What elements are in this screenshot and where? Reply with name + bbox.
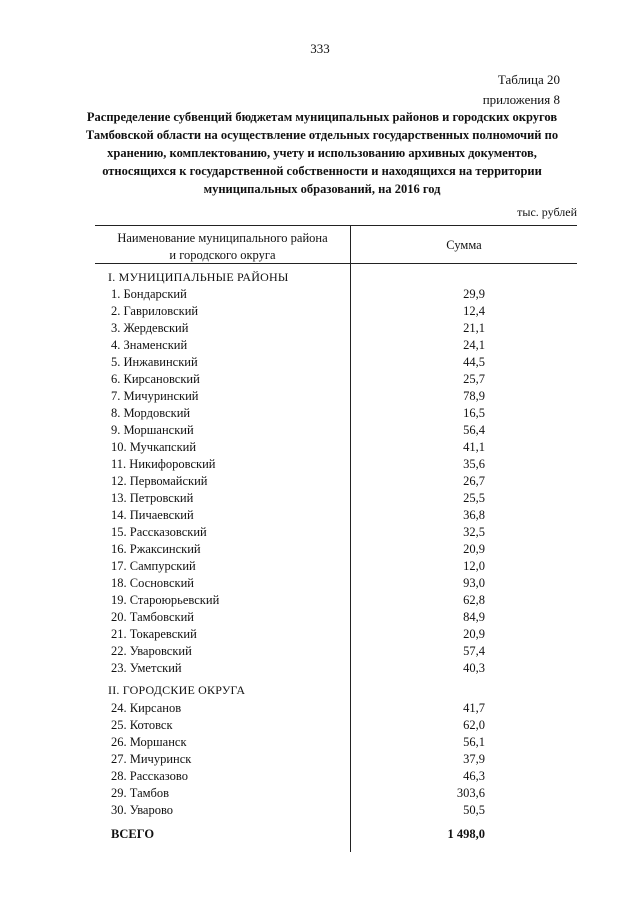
row-name: 24. Кирсанов (111, 701, 182, 715)
row-sum: 25,5 (463, 491, 485, 505)
table-row (95, 643, 575, 660)
table-row (95, 490, 575, 507)
row-name: 25. Котовск (111, 718, 173, 732)
row-sum: 26,7 (463, 474, 485, 488)
row-name: 27. Мичуринск (111, 752, 192, 766)
row-sum: 12,0 (463, 559, 485, 573)
row-name: 7. Мичуринский (111, 389, 199, 403)
row-sum: 40,3 (463, 661, 485, 675)
column-header-name (95, 230, 350, 264)
table-row (95, 558, 575, 575)
row-name: 12. Первомайский (111, 474, 208, 488)
table-row (95, 337, 575, 354)
row-sum: 36,8 (463, 508, 485, 522)
table-row (95, 439, 575, 456)
section-title-districts: I. МУНИЦИПАЛЬНЫЕ РАЙОНЫ (108, 270, 289, 284)
row-sum: 32,5 (463, 525, 485, 539)
row-name: 22. Уваровский (111, 644, 192, 658)
row-name: 9. Моршанский (111, 423, 194, 437)
table-row (95, 456, 575, 473)
row-sum: 46,3 (463, 769, 485, 783)
row-name: 6. Кирсановский (111, 372, 200, 386)
row-sum: 21,1 (463, 321, 485, 335)
table-row (95, 700, 575, 717)
row-name: 5. Инжавинский (111, 355, 198, 369)
table-number: Таблица 20 (497, 72, 560, 87)
row-sum: 41,7 (463, 701, 485, 715)
table-row (95, 717, 575, 734)
city-districts-table-body (95, 700, 575, 819)
table-row (95, 785, 575, 802)
row-sum: 25,7 (463, 372, 485, 386)
row-sum: 24,1 (463, 338, 485, 352)
row-sum: 44,5 (463, 355, 485, 369)
row-name: 26. Моршанск (111, 735, 187, 749)
table-row (95, 422, 575, 439)
table-reference (440, 70, 560, 110)
row-name: 18. Сосновский (111, 576, 194, 590)
table-row (95, 286, 575, 303)
row-name: 28. Рассказово (111, 769, 188, 783)
row-name: 29. Тамбов (111, 786, 170, 800)
table-row (95, 388, 575, 405)
row-name: 16. Ржаксинский (111, 542, 201, 556)
appendix-number: приложения 8 (482, 92, 560, 107)
table-row (95, 751, 575, 768)
table-row (95, 405, 575, 422)
column-header-sum: Сумма (446, 238, 482, 252)
total-sum: 1 498,0 (447, 827, 485, 841)
row-name: 8. Мордовский (111, 406, 191, 420)
row-name: 17. Сампурский (111, 559, 196, 573)
table-row (95, 660, 575, 677)
row-name: 11. Никифоровский (111, 457, 216, 471)
row-sum: 50,5 (463, 803, 485, 817)
row-sum: 56,1 (463, 735, 485, 749)
row-sum: 84,9 (463, 610, 485, 624)
document-title: Распределение субвенций бюджетам муниципальных районов и городских округов Тамбовской области на осуществление отдельных государственных полномочий по хранению, комплектованию, учету и использованию архивных документов, относящихся к государственной собственности и находящихся на территории муниципальных образований, на 2016 год (85, 110, 559, 196)
row-sum: 20,9 (463, 542, 485, 556)
row-sum: 93,0 (463, 576, 485, 590)
page-number: 333 (310, 41, 330, 56)
row-name: 30. Уварово (111, 803, 174, 817)
row-sum: 57,4 (463, 644, 485, 658)
table-row (95, 802, 575, 819)
table-row (95, 541, 575, 558)
row-sum: 16,5 (463, 406, 485, 420)
column-header-name-line1: Наименование муниципального района (117, 231, 328, 245)
table-row (95, 303, 575, 320)
table-row (95, 609, 575, 626)
row-name: 4. Знаменский (111, 338, 188, 352)
row-sum: 303,6 (456, 786, 485, 800)
row-name: 13. Петровский (111, 491, 194, 505)
row-name: 1. Бондарский (111, 287, 187, 301)
table-row (95, 354, 575, 371)
table-row (95, 626, 575, 643)
row-name: 19. Староюрьевский (111, 593, 220, 607)
row-name: 20. Тамбовский (111, 610, 194, 624)
row-sum: 62,0 (463, 718, 485, 732)
section-title-city-districts: II. ГОРОДСКИЕ ОКРУГА (108, 683, 246, 697)
row-sum: 62,8 (463, 593, 485, 607)
table-row (95, 768, 575, 785)
table-row (95, 371, 575, 388)
table-row (95, 320, 575, 337)
table-row (95, 507, 575, 524)
row-sum: 12,4 (463, 304, 485, 318)
row-name: 23. Уметский (111, 661, 182, 675)
row-name: 10. Мучкапский (111, 440, 197, 454)
table-row (95, 734, 575, 751)
row-sum: 56,4 (463, 423, 485, 437)
table-row (95, 575, 575, 592)
table-top-border (95, 225, 577, 226)
districts-table-body (95, 286, 575, 677)
row-name: 21. Токаревский (111, 627, 197, 641)
table-row (95, 592, 575, 609)
row-sum: 20,9 (463, 627, 485, 641)
row-sum: 35,6 (463, 457, 485, 471)
row-sum: 41,1 (463, 440, 485, 454)
column-header-name-line2: и городского округа (169, 248, 276, 262)
row-sum: 78,9 (463, 389, 485, 403)
row-name: 3. Жердевский (111, 321, 189, 335)
row-name: 15. Рассказовский (111, 525, 207, 539)
row-name: 14. Пичаевский (111, 508, 194, 522)
table-row (95, 524, 575, 541)
total-row (95, 827, 575, 842)
total-label: ВСЕГО (111, 827, 155, 841)
row-sum: 29,9 (463, 287, 485, 301)
row-name: 2. Гавриловский (111, 304, 199, 318)
table-row (95, 473, 575, 490)
units-label: тыс. рублей (517, 205, 577, 219)
row-sum: 37,9 (463, 752, 485, 766)
